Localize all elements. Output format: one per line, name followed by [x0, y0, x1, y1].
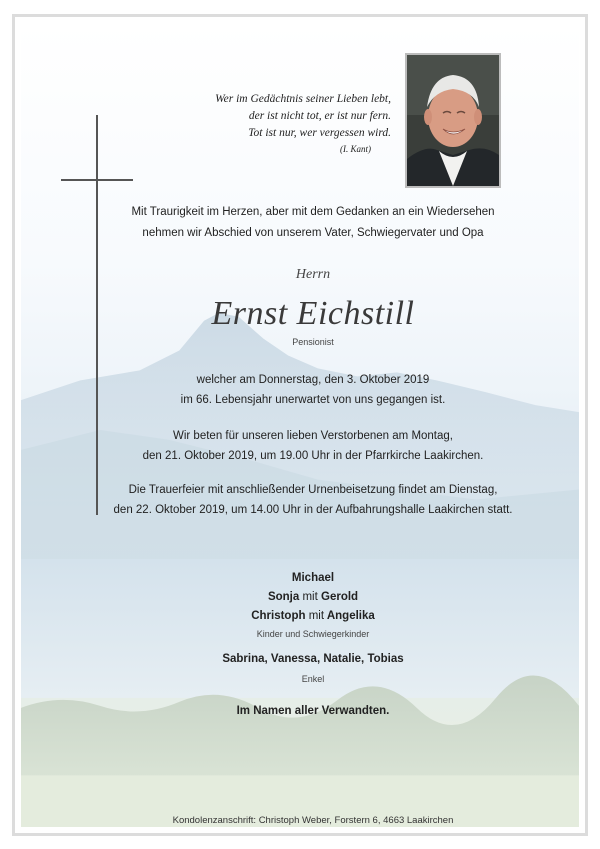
- child-name: Michael: [291, 572, 335, 584]
- child-name: Christoph: [251, 610, 306, 622]
- quote-line: Wer im Gedächtnis seiner Lieben lebt,: [215, 93, 391, 105]
- child-couple: [41, 588, 579, 607]
- salutation: Herrn: [295, 267, 331, 282]
- condolence-address: Kondolenzanschrift: Christoph Weber, Forstern 6, 4663 Laakirchen: [172, 815, 454, 826]
- prayer-notice: [41, 426, 579, 466]
- memorial-quote: [121, 91, 391, 156]
- quote-author: (I. Kant): [340, 144, 371, 154]
- death-notice: [41, 370, 579, 410]
- portrait-photo: [405, 53, 501, 188]
- partner-name: Gerold: [321, 591, 359, 603]
- grandchildren-label: Enkel: [301, 674, 325, 684]
- partner-name: Angelika: [326, 610, 375, 622]
- funeral-notice: [41, 480, 579, 520]
- child-couple: [41, 607, 579, 626]
- quote-line: Tot ist nur, wer vergessen wird.: [248, 127, 391, 139]
- conjunction: mit: [308, 610, 325, 622]
- cross-beam: [61, 179, 133, 181]
- death-notice-line: im 66. Lebensjahr unerwartet von uns gegangen ist.: [180, 394, 446, 406]
- death-notice-line: welcher am Donnerstag, den 3. Oktober 2019: [196, 374, 430, 386]
- intro-line: nehmen wir Abschied von unserem Vater, Schwiegervater und Opa: [142, 227, 484, 239]
- funeral-line: Die Trauerfeier mit anschließender Urnenbeisetzung findet am Dienstag,: [128, 484, 498, 496]
- funeral-line: den 22. Oktober 2019, um 14.00 Uhr in der Aufbahrungshalle Laakirchen statt.: [113, 504, 513, 516]
- intro-line: Mit Traurigkeit im Herzen, aber mit dem Gedanken an ein Wiedersehen: [131, 206, 495, 218]
- conjunction: mit: [302, 591, 318, 603]
- deceased-name: Ernst Eichstill: [211, 295, 415, 332]
- prayer-line: Wir beten für unseren lieben Verstorbenen am Montag,: [173, 430, 453, 442]
- closing-line: Im Namen aller Verwandten.: [236, 705, 390, 717]
- quote-line: der ist nicht tot, er ist nur fern.: [248, 110, 391, 122]
- obituary-card: [21, 23, 579, 827]
- portrait-illustration: [407, 55, 499, 186]
- prayer-line: den 21. Oktober 2019, um 19.00 Uhr in der Pfarrkirche Laakirchen.: [142, 450, 484, 462]
- notice-frame: [12, 14, 588, 836]
- children-list: [41, 569, 579, 626]
- intro-text: [41, 202, 579, 244]
- child-name: Sonja: [267, 591, 300, 603]
- children-label: Kinder und Schwiegerkinder: [256, 629, 370, 639]
- grandchildren-list: Sabrina, Vanessa, Natalie, Tobias: [222, 653, 404, 665]
- occupation: Pensionist: [292, 337, 334, 347]
